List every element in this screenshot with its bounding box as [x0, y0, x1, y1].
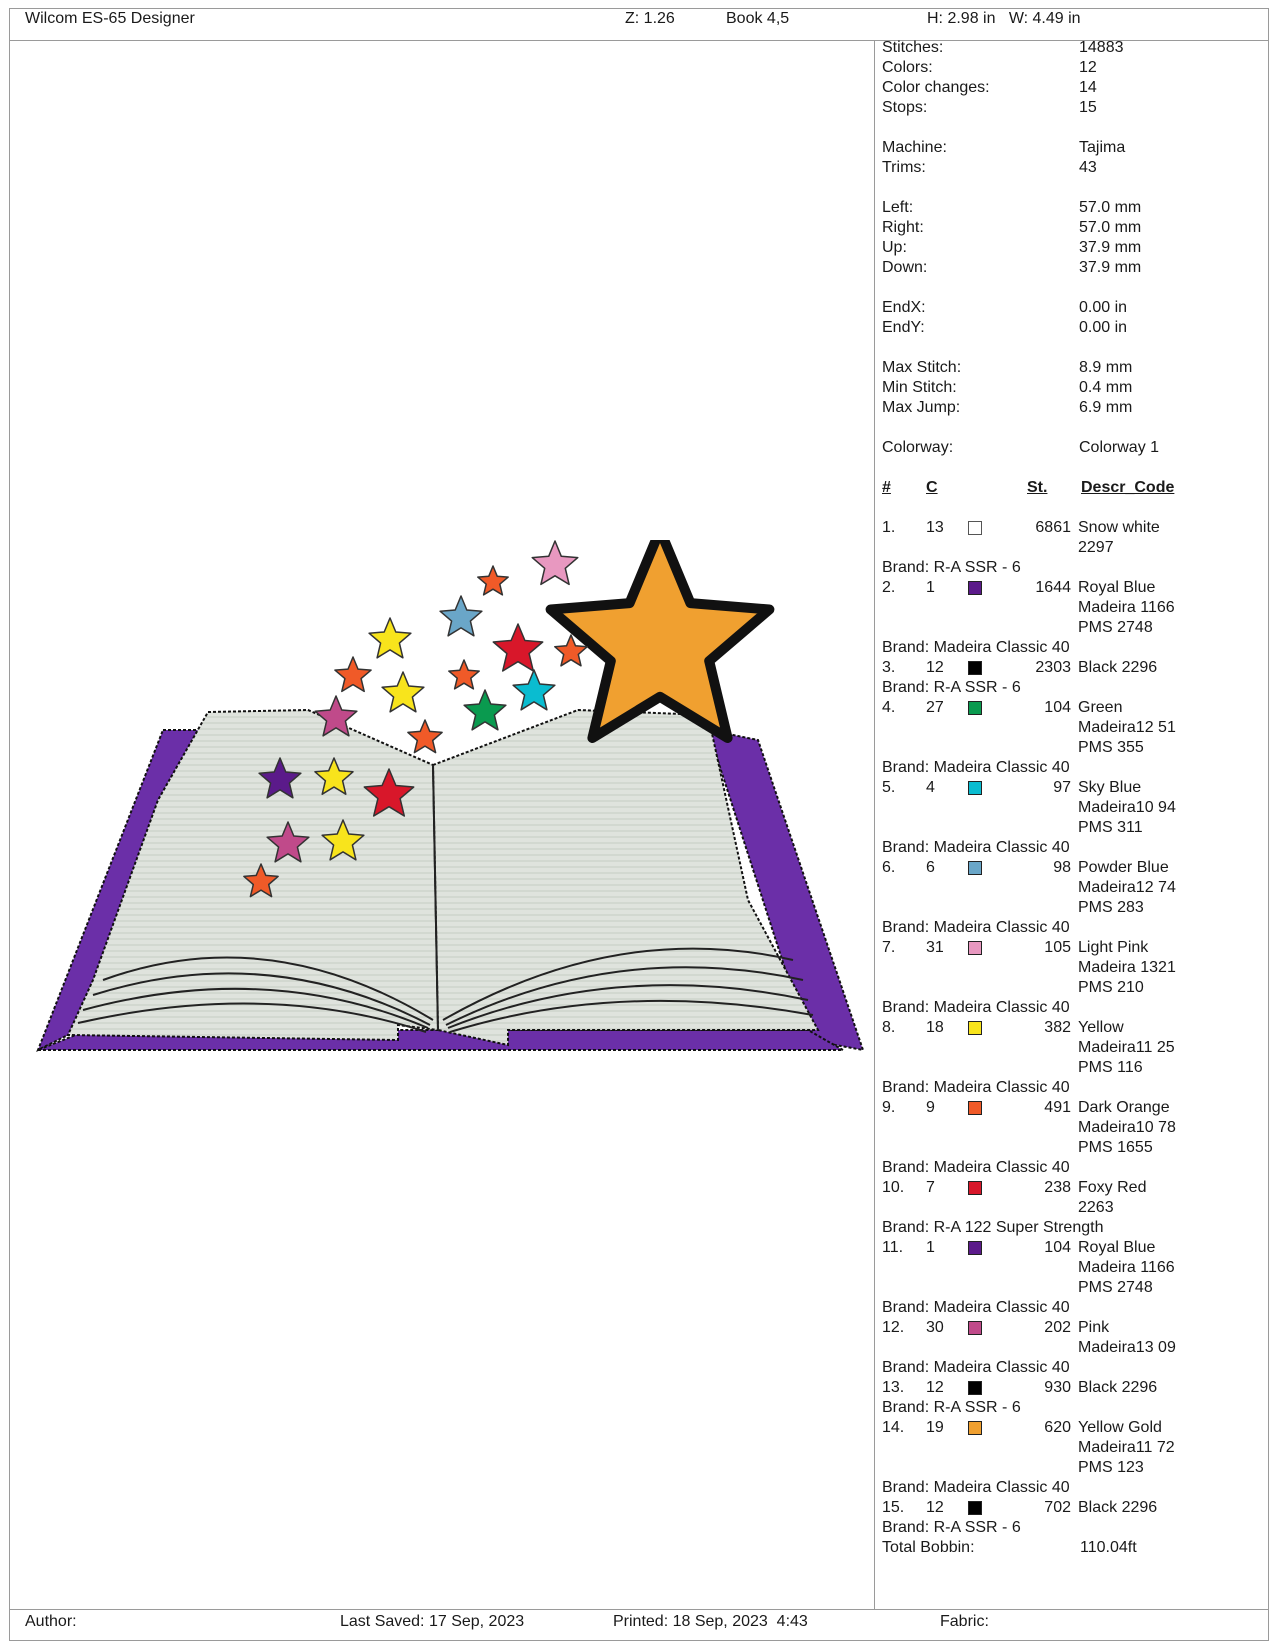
color-code: 12 [926, 1379, 944, 1396]
color-description: 2263 [1078, 1199, 1114, 1216]
stat-label: Machine: [882, 139, 947, 156]
stat-value: 43 [1079, 159, 1097, 176]
color-brand: Brand: R-A SSR - 6 [882, 679, 1021, 696]
stat-row [882, 98, 1212, 118]
color-swatch [968, 781, 982, 795]
color-code: 1 [926, 579, 935, 596]
color-description: Snow white [1078, 519, 1160, 536]
small-star [369, 618, 411, 658]
stitch-count: 104 [1044, 1239, 1071, 1256]
color-description: Powder Blue [1078, 859, 1169, 876]
stat-label: Stops: [882, 99, 928, 116]
color-code: 27 [926, 699, 944, 716]
color-code: 31 [926, 939, 944, 956]
stat-row [882, 438, 1212, 458]
stat-label: Down: [882, 259, 928, 276]
small-star [493, 624, 542, 671]
color-code: 18 [926, 1019, 944, 1036]
color-number: 7. [882, 939, 896, 956]
color-swatch [968, 581, 982, 595]
book-illustration [38, 710, 863, 1050]
color-number: 11. [882, 1239, 904, 1256]
color-number: 2. [882, 579, 896, 596]
color-description: Yellow Gold [1078, 1419, 1162, 1436]
color-number: 6. [882, 859, 896, 876]
stitch-count: 491 [1044, 1099, 1071, 1116]
stat-label: Left: [882, 199, 914, 216]
color-description: Dark Orange [1078, 1099, 1170, 1116]
table-header-num: # [882, 479, 891, 496]
color-description: Madeira10 78 [1078, 1119, 1176, 1136]
small-star [382, 672, 424, 712]
stat-label: Up: [882, 239, 907, 256]
color-brand: Brand: Madeira Classic 40 [882, 1479, 1070, 1496]
color-code: 13 [926, 519, 944, 536]
color-swatch [968, 1241, 982, 1255]
color-description: PMS 355 [1078, 739, 1144, 756]
stat-value: Colorway 1 [1079, 439, 1160, 456]
stat-value: 15 [1079, 99, 1097, 116]
color-number: 14. [882, 1419, 905, 1436]
color-brand: Brand: R-A SSR - 6 [882, 1519, 1021, 1536]
footer-printed: Printed: 18 Sep, 2023 4:43 [613, 1613, 808, 1630]
color-brand: Brand: Madeira Classic 40 [882, 639, 1070, 656]
stat-row [882, 138, 1212, 158]
stat-value: 0.00 in [1079, 299, 1128, 316]
color-description: PMS 2748 [1078, 619, 1153, 636]
app-title: Wilcom ES-65 Designer [25, 10, 195, 27]
color-code: 4 [926, 779, 935, 796]
color-description: PMS 210 [1078, 979, 1144, 996]
stat-label: EndX: [882, 299, 926, 316]
color-description: Royal Blue [1078, 579, 1156, 596]
color-swatch [968, 701, 982, 715]
color-swatch [968, 1181, 982, 1195]
stitch-count: 104 [1044, 699, 1071, 716]
stat-row [882, 58, 1212, 78]
stat-value: 12 [1079, 59, 1097, 76]
small-star [513, 670, 555, 710]
color-description: Green [1078, 699, 1123, 716]
stat-label: Color changes: [882, 79, 990, 96]
color-description: PMS 1655 [1078, 1139, 1153, 1156]
small-star [464, 690, 506, 730]
color-description: 2297 [1078, 539, 1114, 556]
small-star [335, 657, 371, 691]
color-description: Madeira 1166 [1078, 599, 1175, 616]
stitch-count: 930 [1044, 1379, 1071, 1396]
color-description: Black 2296 [1078, 1499, 1158, 1516]
total-bobbin-label: Total Bobbin: [882, 1539, 975, 1556]
table-header-c: C [926, 479, 938, 496]
color-code: 7 [926, 1179, 935, 1196]
stat-row [882, 198, 1212, 218]
color-code: 30 [926, 1319, 944, 1336]
color-brand: Brand: R-A SSR - 6 [882, 1399, 1021, 1416]
color-swatch [968, 1101, 982, 1115]
small-star [449, 660, 479, 689]
color-description: Madeira13 09 [1078, 1339, 1176, 1356]
stitch-count: 97 [1053, 779, 1071, 796]
stitch-count: 2303 [1035, 659, 1071, 676]
stitch-count: 202 [1044, 1319, 1071, 1336]
stat-label: Right: [882, 219, 924, 236]
stat-value: 8.9 mm [1079, 359, 1133, 376]
stat-label: Colorway: [882, 439, 954, 456]
stat-value: 37.9 mm [1079, 259, 1142, 276]
color-swatch [968, 861, 982, 875]
color-code: 6 [926, 859, 935, 876]
stat-row [882, 38, 1212, 58]
color-swatch [968, 1321, 982, 1335]
stat-value: 14 [1079, 79, 1097, 96]
stat-value: 37.9 mm [1079, 239, 1142, 256]
stat-label: Trims: [882, 159, 926, 176]
stat-row [882, 258, 1212, 278]
color-description: Pink [1078, 1319, 1110, 1336]
color-description: Foxy Red [1078, 1179, 1147, 1196]
footer-author: Author: [25, 1613, 77, 1630]
stat-value: 14883 [1079, 39, 1124, 56]
total-bobbin-value: 110.04ft [1080, 1539, 1137, 1556]
design-size: H: 2.98 in W: 4.49 in [927, 10, 1081, 27]
embroidery-design-preview [18, 540, 866, 1110]
small-star [408, 720, 442, 753]
color-code: 1 [926, 1239, 935, 1256]
color-description: PMS 311 [1078, 819, 1143, 836]
color-swatch [968, 941, 982, 955]
color-number: 3. [882, 659, 896, 676]
color-brand: Brand: Madeira Classic 40 [882, 1079, 1070, 1096]
color-number: 5. [882, 779, 896, 796]
stat-label: Colors: [882, 59, 933, 76]
color-description: Yellow [1078, 1019, 1124, 1036]
stat-row [882, 378, 1212, 398]
stat-label: EndY: [882, 319, 925, 336]
color-number: 8. [882, 1019, 896, 1036]
color-description: Madeira11 72 [1078, 1439, 1175, 1456]
color-description: PMS 283 [1078, 899, 1144, 916]
color-number: 9. [882, 1099, 896, 1116]
stitch-count: 238 [1044, 1179, 1071, 1196]
color-description: Black 2296 [1078, 1379, 1158, 1396]
stat-value: 57.0 mm [1079, 199, 1142, 216]
footer-divider [9, 1609, 1269, 1610]
panel-divider [874, 40, 875, 1610]
color-swatch [968, 1021, 982, 1035]
color-description: Black 2296 [1078, 659, 1158, 676]
color-number: 4. [882, 699, 896, 716]
color-description: Sky Blue [1078, 779, 1142, 796]
stat-value: 0.4 mm [1079, 379, 1133, 396]
color-description: Madeira 1321 [1078, 959, 1176, 976]
color-brand: Brand: Madeira Classic 40 [882, 1299, 1070, 1316]
stat-value: 0.00 in [1079, 319, 1128, 336]
stat-label: Max Jump: [882, 399, 961, 416]
color-brand: Brand: Madeira Classic 40 [882, 919, 1070, 936]
color-code: 12 [926, 1499, 944, 1516]
table-header-descr: Descr_Code [1081, 479, 1175, 496]
stitch-count: 702 [1044, 1499, 1071, 1516]
color-brand: Brand: R-A SSR - 6 [882, 559, 1021, 576]
stat-row [882, 358, 1212, 378]
color-description: PMS 116 [1078, 1059, 1143, 1076]
stat-row [882, 238, 1212, 258]
color-brand: Brand: Madeira Classic 40 [882, 999, 1070, 1016]
stitch-count: 382 [1044, 1019, 1071, 1036]
small-star [478, 566, 508, 595]
color-description: Madeira12 74 [1078, 879, 1176, 896]
color-brand: Brand: Madeira Classic 40 [882, 1159, 1070, 1176]
color-description: Madeira10 94 [1078, 799, 1176, 816]
color-description: PMS 2748 [1078, 1279, 1153, 1296]
stat-row [882, 78, 1212, 98]
color-swatch [968, 661, 982, 675]
zoom-level: Z: 1.26 [625, 10, 675, 27]
stat-label: Min Stitch: [882, 379, 957, 396]
color-description: Light Pink [1078, 939, 1149, 956]
big-star [551, 540, 770, 738]
color-description: Madeira11 25 [1078, 1039, 1175, 1056]
color-brand: Brand: Madeira Classic 40 [882, 1359, 1070, 1376]
stat-row [882, 218, 1212, 238]
stat-row [882, 318, 1212, 338]
stat-row [882, 298, 1212, 318]
stitch-count: 98 [1053, 859, 1071, 876]
color-code: 19 [926, 1419, 944, 1436]
color-brand: Brand: R-A 122 Super Strength [882, 1219, 1104, 1236]
color-swatch [968, 521, 982, 535]
stitch-count: 105 [1044, 939, 1071, 956]
stat-label: Stitches: [882, 39, 944, 56]
color-description: Madeira12 51 [1078, 719, 1176, 736]
stat-value: Tajima [1079, 139, 1126, 156]
color-swatch [968, 1421, 982, 1435]
color-swatch [968, 1501, 982, 1515]
color-number: 13. [882, 1379, 905, 1396]
stat-value: 6.9 mm [1079, 399, 1133, 416]
stitch-count: 620 [1044, 1419, 1071, 1436]
stitch-count: 6861 [1035, 519, 1071, 536]
color-description: PMS 123 [1078, 1459, 1144, 1476]
footer-fabric: Fabric: [940, 1613, 989, 1630]
stat-label: Max Stitch: [882, 359, 962, 376]
stat-row [882, 398, 1212, 418]
color-code: 9 [926, 1099, 935, 1116]
footer-last-saved: Last Saved: 17 Sep, 2023 [340, 1613, 525, 1630]
color-brand: Brand: Madeira Classic 40 [882, 839, 1070, 856]
small-star [532, 541, 578, 584]
stitch-count: 1644 [1035, 579, 1071, 596]
color-description: Royal Blue [1078, 1239, 1156, 1256]
color-brand: Brand: Madeira Classic 40 [882, 759, 1070, 776]
stat-row [882, 158, 1212, 178]
table-header-st: St. [1027, 479, 1048, 496]
small-star [440, 596, 482, 636]
color-description: Madeira 1166 [1078, 1259, 1175, 1276]
color-number: 10. [882, 1179, 905, 1196]
color-number: 1. [882, 519, 896, 536]
color-number: 15. [882, 1499, 905, 1516]
color-code: 12 [926, 659, 944, 676]
color-swatch [968, 1381, 982, 1395]
design-name: Book 4,5 [726, 10, 790, 27]
stat-value: 57.0 mm [1079, 219, 1142, 236]
color-number: 12. [882, 1319, 905, 1336]
